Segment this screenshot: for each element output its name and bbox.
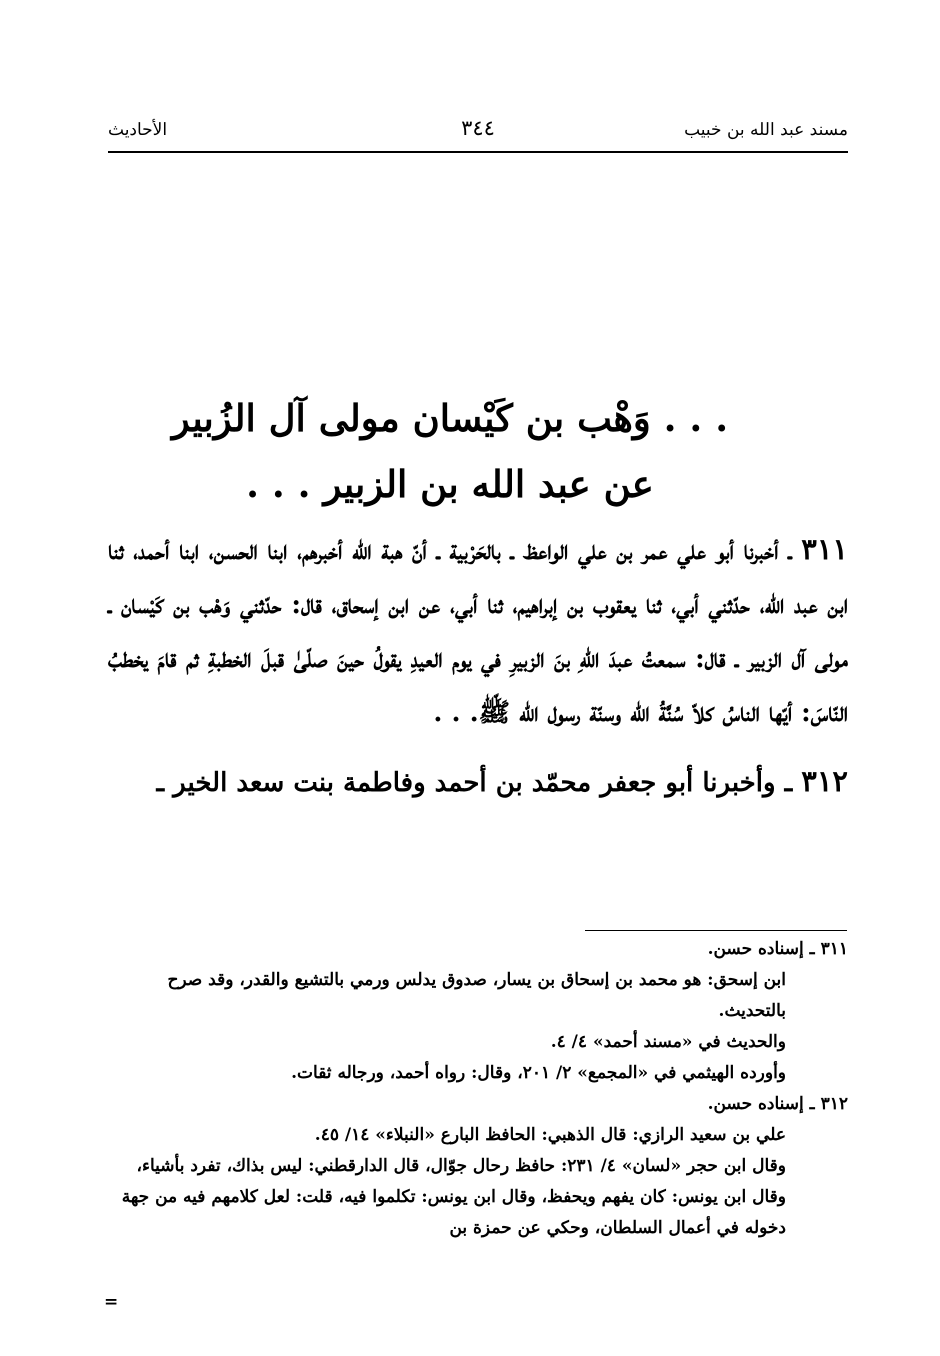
- footnote-line: وأورده الهيثمي في «المجمع» ٢/ ٢٠١، وقال: رواه أحمد، ورجاله ثقات.: [291, 1063, 786, 1083]
- chapter-title-line-2: عن عبد الله بن الزبير . . .: [246, 462, 654, 506]
- hadith-312: [108, 754, 848, 810]
- continuation-mark: =: [104, 1292, 119, 1312]
- chapter-title-line-1: . . . وَهْب بن كَيْسان مولى آل الزُبير: [171, 396, 729, 440]
- footnote-line: وقال ابن حجر «لسان» ٤/ ٢٣١: حافظ رحال جوّال، قال الدارقطني: ليس بذاك، تفرد بأشياء، وقال ابن يونس: كان يفهم ويحفظ، وقال ابن يونس: تكلموا فيه، قلت: لعل كلامهم فيه من جهة دخوله في أعمال السلطان، وحكي عن حمزة بن: [121, 1156, 786, 1238]
- footnote-heading: ٣١١ ـ إسناده حسن.: [707, 939, 848, 959]
- hadith-text: ـ وأخبرنا أبو جعفر محمّد بن أحمد وفاطمة بنت سعد الخير ـ: [156, 768, 793, 798]
- footnote-heading: ٣١٢ ـ إسناده حسن.: [707, 1094, 848, 1114]
- footnote-rule: [585, 930, 847, 931]
- footnote-line: علي بن سعيد الرازي: قال الذهبي: الحافظ البارع «النبلاء» ١٤/ ٤٥.: [314, 1125, 786, 1145]
- hadith-number: ٣١١: [801, 532, 848, 566]
- main-text: [108, 522, 848, 810]
- footnote-line: والحديث في «مسند أحمد» ٤/ ٤.: [550, 1032, 786, 1052]
- chapter-title: [150, 385, 750, 517]
- footnotes: [108, 934, 848, 1244]
- header-section-title: الأحاديث: [108, 120, 168, 140]
- hadith-text: ـ أخبرنا أبو علي عمر بن علي الواعظ ـ بالحَرْبية ـ أنّ هبة الله أخبرهم، ابنا الحسن، ابنا أحمد، ثنا ابن عبد الله، حدّثني أبي، ثنا يعقوب بن إبراهيم، ثنا أبي، عن ابن إسحاق، قال: حدّثني وَهْب بن كَيْسان ـ مولى آل الزبير ـ قال: سمعتُ عبدَ اللّهِ بنَ الزبيرِ في يوم العيدِ يقولُ حينَ صلّىٰ قبلَ الخطبةِ ثم قامَ يخطبُ النّاسَ: أيّها الناسُ كلاّ سُنَّةُ الله وسنّة رسول الله ﷺ. . .: [108, 536, 848, 728]
- hadith-number: ٣١٢: [801, 764, 848, 798]
- footnote-line: ابن إسحق: هو محمد بن إسحاق بن يسار، صدوق يدلس ورمي بالتشيع والقدر، وقد صرح بالتحديث.: [167, 970, 786, 1021]
- hadith-311: [108, 522, 848, 740]
- page-header: [108, 112, 848, 152]
- header-book-title: مسند عبد الله بن خبيب: [684, 120, 848, 140]
- header-rule: [108, 151, 848, 153]
- page-number: ٣٤٤: [461, 116, 495, 140]
